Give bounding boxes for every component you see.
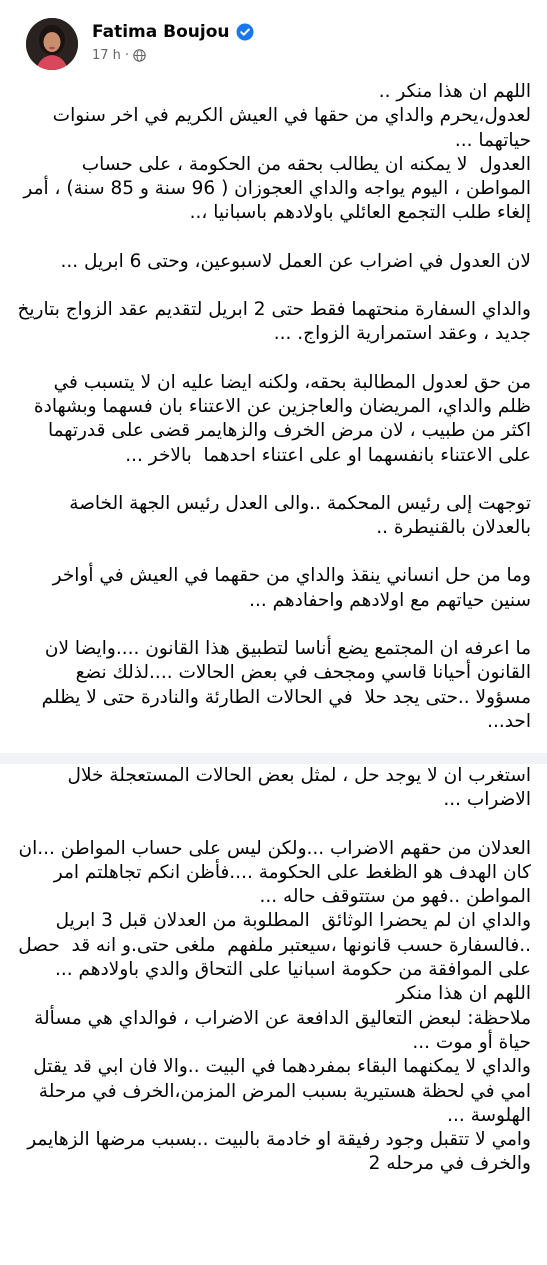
verified-badge-icon — [236, 23, 254, 41]
paragraph-gap — [16, 540, 531, 564]
paragraph-gap — [16, 226, 531, 250]
paragraph-gap — [16, 274, 531, 298]
paragraph: توجهت إلى رئيس المحكمة ..والى العدل رئيس الجهة الخاصة بالعدلان بالقنيطرة .. — [63, 492, 531, 539]
screenshot-splice-divider — [0, 753, 547, 764]
paragraph-gap — [16, 347, 531, 371]
paragraph: استغرب ان لا يوجد حل ، لمثل بعض الحالات المستعجلة خلال الاضراب ... — [61, 765, 531, 811]
paragraph: من حق لعدول المطالبة بحقه، ولكنه ايضا عليه ان لا يتسبب في ظلم والداي، المريضان والعاجزين عن الاعتناء بان فسهما وبشهادة اكثر من طبيب ، لان مرض الخرف والزهايمر قضى على قدرتهما على الاعتناء بانفسهما او على اعتناء احدهما بالاخر ... — [28, 371, 531, 466]
post-timestamp[interactable]: 17 h — [92, 48, 121, 63]
avatar[interactable] — [26, 18, 78, 70]
paragraph-gap — [16, 468, 531, 492]
post-text — [11, 80, 531, 734]
meta-separator: · — [124, 48, 130, 63]
post-body-part-1 — [0, 72, 547, 753]
post-header — [20, 14, 530, 74]
avatar-image-icon — [26, 18, 78, 70]
globe-icon — [133, 49, 146, 62]
paragraph: لان العدول في اضراب عن العمل لاسبوعين، وحتى 6 ابريل ... — [60, 250, 531, 272]
paragraph: اللهم ان هذا منكر .. لعدول،يحرم والداي من حقها في العيش الكريم في اخر سنوات حياتهما ... العدول لا يمكنه ان يطالب بحقه من الحكومة ، على حساب المواطن ، اليوم يواجه والداي العجوزان ( 96 سنة و 85 سنة) ، أمر إلغاء طلب التجمع العائلي باولادهم باسبانيا ،.. — [23, 81, 531, 224]
author-name[interactable]: Fatima Boujou — [92, 22, 230, 42]
paragraph-gap — [16, 613, 531, 637]
paragraph: والداي السفارة منحتهما فقط حتى 2 ابريل لتقديم عقد الزواج بتاريخ جديد ، وعقد استمرارية الزواج. ... — [11, 299, 531, 345]
paragraph: العدلان من حقهم الاضراب ...ولكن ليس على حساب المواطن ...ان كان الهدف هو الظغط على الحكومة ....فأظن انكم تجاهلتم امر المواطن ..فهو من ستتوقف حاله ... والداي ان لم يحضرا الوثائق المطلوبة من العدلان قبل 3 ابريل ..فالسفارة حسب قانونها ،سيعتبر ملفهم ملغى حتى.و انه قد حصل على الموافقة من حكومة اسبانيا على التحاق والدي باولادهم ... اللهم ان هذا منكر ملاحظة: لبعض التعاليق الدافعة عن الاضراب ، فوالداي هي مسألة حياة أو موت ... والداي لا يمكنهما البقاء بمفردهما في البيت ..والا فان ابي قد يقتل امي في لحظة هستيرية بسبب المرض المزمن،الخرف في مرحلة الهلوسة ... وامي لا تتقبل وجود رفيقة او خادمة بالبيت ..بسبب مرضها الزهايمر والخرف في مرحله 2 — [18, 837, 531, 1175]
paragraph-gap — [16, 813, 531, 837]
paragraph: ما اعرفه ان المجتمع يضع أناسا لتطبيق هذا القانون ....وايضا لان القانون أحيانا قاسي ومجحف في بعض الحالات ....لذلك نضع مسؤولا ..حتى يجد حلا في الحالات الطارئة والنادرة حتى لا يظلم احد... — [35, 638, 531, 732]
post-text — [16, 764, 531, 1177]
paragraph: وما من حل انساني ينقذ والداي من حقهما في العيش في أواخر سنين حياتهم مع اولادهم واحفادهم ... — [46, 565, 531, 611]
post-body-part-2 — [0, 764, 547, 1265]
